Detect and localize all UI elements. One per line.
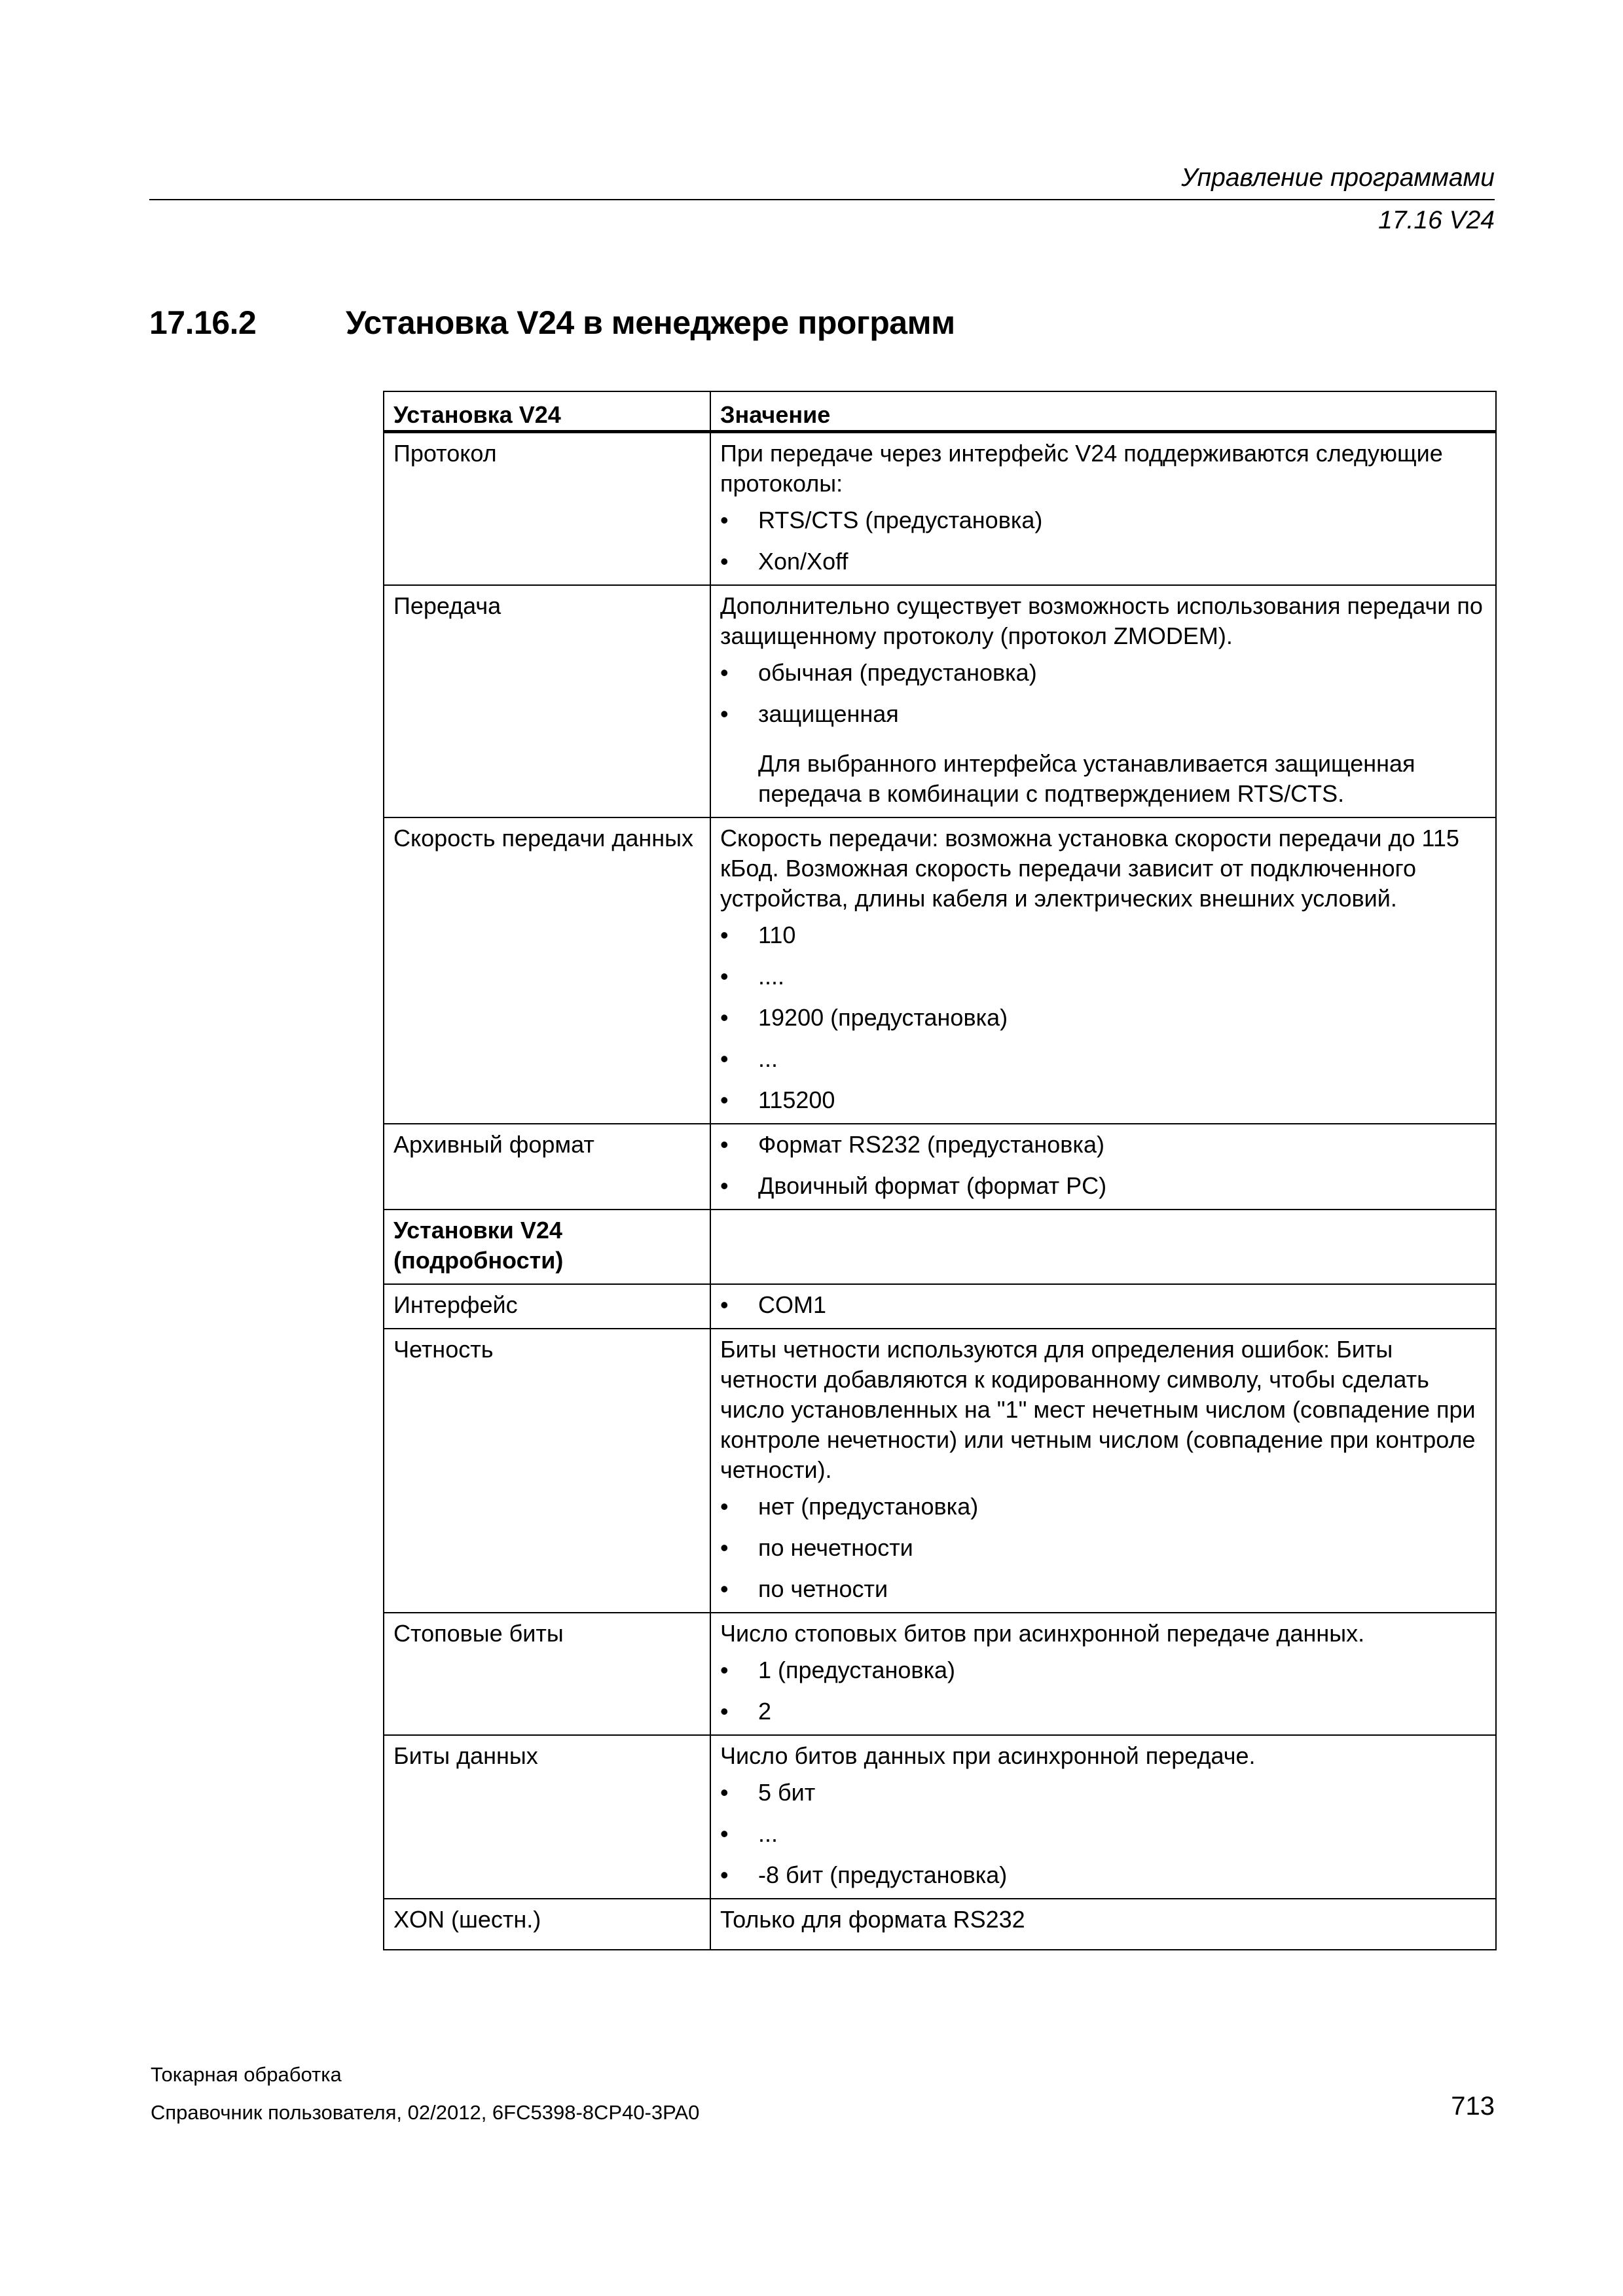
bullet-icon: •	[720, 700, 729, 727]
setting-description: Число стоповых битов при асинхронной передаче данных.	[720, 1620, 1365, 1647]
option-text: Формат RS232 (предустановка)	[758, 1131, 1104, 1158]
option-text: по нечетности	[758, 1534, 913, 1561]
section-number: 17.16.2	[149, 304, 257, 341]
setting-name: Интерфейс	[384, 1284, 710, 1329]
column-header-value: Значение	[710, 391, 1496, 432]
option-text: COM1	[758, 1291, 827, 1318]
option-list	[720, 1778, 1486, 1890]
list-item	[720, 547, 1486, 577]
table-row	[384, 1899, 1496, 1950]
footer-reference: Справочник пользователя, 02/2012, 6FC5398-8CP40-3PA0	[151, 2101, 700, 2124]
option-text: 19200 (предустановка)	[758, 1004, 1008, 1031]
setting-description: Скорость передачи: возможна установка скорости передачи до 115 кБод. Возможная скорость передачи зависит от подключенного устройства, длины кабеля и электрических внешних условий.	[720, 825, 1459, 912]
option-text: 115200	[758, 1086, 835, 1113]
settings-table	[383, 391, 1497, 1950]
option-text: защищенная	[758, 700, 899, 727]
list-item	[720, 1860, 1486, 1890]
table-row	[384, 432, 1496, 586]
table-body	[384, 432, 1496, 1950]
table-row	[384, 585, 1496, 817]
bullet-icon: •	[720, 1534, 729, 1561]
list-item	[720, 1003, 1486, 1033]
setting-name: Протокол	[384, 432, 710, 586]
table-row	[384, 1124, 1496, 1210]
subheader-empty-cell	[710, 1210, 1496, 1284]
section-title	[149, 304, 955, 342]
setting-value	[710, 585, 1496, 817]
setting-description: Только для формата RS232	[720, 1906, 1025, 1933]
bullet-icon: •	[720, 1131, 729, 1158]
setting-name: Передача	[384, 585, 710, 817]
list-item	[720, 505, 1486, 535]
bullet-icon: •	[720, 1779, 729, 1806]
subheader-row	[384, 1210, 1496, 1284]
list-item	[720, 1778, 1486, 1808]
list-item	[720, 1533, 1486, 1563]
setting-value	[710, 1735, 1496, 1899]
bullet-icon: •	[720, 1493, 729, 1520]
list-item	[720, 1655, 1486, 1685]
table-row	[384, 1284, 1496, 1329]
option-text: Двоичный формат (формат PC)	[758, 1172, 1107, 1199]
setting-value	[710, 817, 1496, 1124]
table-row	[384, 817, 1496, 1124]
setting-description: Дополнительно существует возможность использования передачи по защищенному протоколу (протокол ZMODEM).	[720, 592, 1483, 649]
footer-title: Токарная обработка	[151, 2063, 342, 2086]
list-item	[720, 1574, 1486, 1604]
option-text: по четности	[758, 1575, 888, 1602]
setting-value	[710, 1899, 1496, 1950]
list-item	[720, 658, 1486, 688]
bullet-icon: •	[720, 548, 729, 575]
column-header-setting: Установка V24	[384, 391, 710, 432]
option-text: обычная (предустановка)	[758, 659, 1037, 686]
bullet-icon: •	[720, 1086, 729, 1113]
setting-name: Четность	[384, 1329, 710, 1613]
table-row	[384, 1613, 1496, 1735]
table-row	[384, 1329, 1496, 1613]
bullet-icon: •	[720, 1172, 729, 1199]
bullet-icon: •	[720, 1045, 729, 1072]
list-item	[720, 1290, 1486, 1320]
page-number: 713	[1451, 2092, 1495, 2121]
bullet-icon: •	[720, 507, 729, 533]
option-text: RTS/CTS (предустановка)	[758, 507, 1043, 533]
bullet-icon: •	[720, 1698, 729, 1725]
setting-name: Биты данных	[384, 1735, 710, 1899]
table-header-row	[384, 391, 1496, 432]
bullet-icon: •	[720, 1861, 729, 1888]
bullet-icon: •	[720, 1004, 729, 1031]
option-list	[720, 505, 1486, 577]
option-text: нет (предустановка)	[758, 1493, 979, 1520]
setting-value	[710, 1613, 1496, 1735]
option-text: 5 бит	[758, 1779, 816, 1806]
list-item	[720, 1696, 1486, 1727]
option-list	[720, 920, 1486, 1115]
setting-description: Число битов данных при асинхронной передаче.	[720, 1742, 1256, 1769]
list-item	[720, 1044, 1486, 1074]
option-text: ...	[758, 1820, 778, 1847]
list-item	[720, 1171, 1486, 1201]
option-text: 1 (предустановка)	[758, 1657, 956, 1683]
setting-description: Биты четности используются для определения ошибок: Биты четности добавляются к кодированному символу, чтобы сделать число установленных на "1" мест нечетным числом (совпадение при контроле нечетности) или четным числом (совпадение при контроле четности).	[720, 1336, 1476, 1483]
subheader-label: Установки V24 (подробности)	[384, 1210, 710, 1284]
option-list	[720, 1130, 1486, 1201]
setting-description: При передаче через интерфейс V24 поддерживаются следующие протоколы:	[720, 440, 1443, 497]
header-rule	[149, 199, 1495, 200]
setting-name: Скорость передачи данных	[384, 817, 710, 1124]
setting-value	[710, 1284, 1496, 1329]
header-section: 17.16 V24	[1378, 206, 1495, 234]
bullet-icon: •	[720, 922, 729, 948]
setting-note: Для выбранного интерфейса устанавливается защищенная передача в комбинации с подтверждением RTS/CTS.	[758, 750, 1415, 807]
setting-value	[710, 1329, 1496, 1613]
bullet-icon: •	[720, 1820, 729, 1847]
setting-name: Стоповые биты	[384, 1613, 710, 1735]
option-text: ...	[758, 1045, 778, 1072]
table-row	[384, 1735, 1496, 1899]
bullet-icon: •	[720, 1657, 729, 1683]
list-item	[720, 1130, 1486, 1160]
list-item	[720, 961, 1486, 992]
list-item	[720, 920, 1486, 950]
list-item	[720, 1819, 1486, 1849]
list-item	[720, 699, 1486, 729]
setting-value	[710, 1124, 1496, 1210]
bullet-icon: •	[720, 1291, 729, 1318]
section-title-text: Установка V24 в менеджере программ	[346, 304, 955, 341]
option-list	[720, 658, 1486, 729]
option-list	[720, 1655, 1486, 1727]
setting-name: Архивный формат	[384, 1124, 710, 1210]
bullet-icon: •	[720, 963, 729, 990]
list-item	[720, 1085, 1486, 1115]
option-text: 110	[758, 922, 796, 948]
option-text: Xon/Xoff	[758, 548, 848, 575]
header-chapter: Управление программами	[1181, 164, 1495, 192]
setting-value	[710, 432, 1496, 586]
bullet-icon: •	[720, 1575, 729, 1602]
bullet-icon: •	[720, 659, 729, 686]
option-text: ....	[758, 963, 785, 990]
option-text: -8 бит (предустановка)	[758, 1861, 1008, 1888]
option-list	[720, 1492, 1486, 1604]
option-list	[720, 1290, 1486, 1320]
list-item	[720, 1492, 1486, 1522]
option-text: 2	[758, 1698, 772, 1725]
setting-name: XON (шестн.)	[384, 1899, 710, 1950]
